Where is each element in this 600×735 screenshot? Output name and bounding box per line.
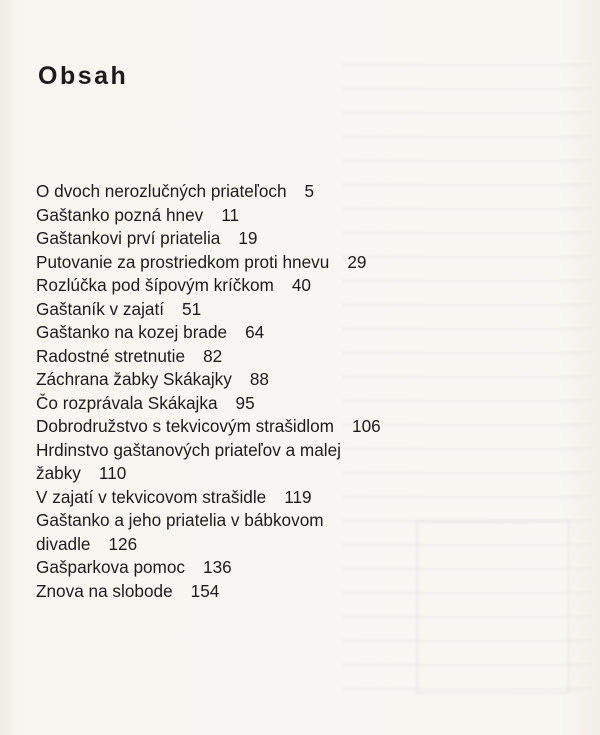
toc-entry-page: 19	[238, 228, 258, 248]
toc-entry-title: Dobrodružstvo s tekvicovým strašidlom	[36, 416, 335, 436]
toc-entry-page: 136	[203, 557, 232, 577]
toc-entry-title: Znova na slobode	[36, 580, 173, 601]
toc-entry	[22, 556, 381, 580]
show-through-illustration	[416, 520, 570, 694]
toc-entry	[22, 509, 381, 556]
toc-entry-title-continued	[36, 462, 381, 486]
toc-entry-page: 110	[98, 463, 127, 483]
toc-entry	[22, 251, 381, 275]
toc-entry	[22, 274, 381, 298]
toc-entry	[22, 204, 381, 228]
toc-entry-title: Gaštanko na kozej brade	[36, 322, 228, 342]
toc-entry-title-continued	[36, 533, 381, 557]
toc-entry-title: Záchrana žabky Skákajky	[36, 369, 232, 389]
toc-entry-title: Gaštaník v zajatí	[36, 298, 165, 319]
toc-entry-title: Gaštanko a jeho priatelia v bábkovom	[36, 510, 324, 530]
toc-entry-page: 11	[221, 204, 240, 225]
toc-entry	[22, 180, 381, 204]
toc-entry	[22, 415, 381, 439]
toc-entry-title: Čo rozprávala Skákajka	[36, 392, 218, 413]
toc-entry	[22, 439, 381, 486]
toc-entry-page: 106	[352, 416, 381, 436]
toc-entry-page: 64	[245, 322, 265, 342]
toc-entry-title-part2: žabky	[36, 463, 81, 483]
toc-entry	[22, 368, 381, 392]
toc-entry-title: Radostné stretnutie	[36, 345, 186, 366]
toc-entry	[22, 580, 381, 604]
toc-entry-title: O dvoch nerozlučných priateľoch	[36, 181, 287, 201]
toc-entry-title: Hrdinstvo gaštanových priateľov a malej	[36, 439, 341, 460]
toc-entry-title: V zajatí v tekvicovom strašidle	[36, 486, 267, 507]
toc-entry-page: 40	[291, 275, 311, 295]
toc-entry-title: Gaštankovi prví priatelia	[36, 228, 221, 248]
toc-entry	[22, 298, 381, 322]
toc-entry-page: 29	[347, 251, 367, 272]
toc-entry-title-part2: divadle	[36, 533, 91, 554]
toc-entry-page: 5	[304, 181, 315, 201]
toc-entry	[22, 486, 381, 510]
toc-entry-title: Gaštanko pozná hnev	[36, 204, 204, 225]
toc-entry-page: 51	[182, 298, 202, 319]
toc-entry-page: 95	[235, 392, 255, 413]
toc-entry-title: Rozlúčka pod šípovým kríčkom	[36, 275, 274, 295]
toc-entry-page: 119	[284, 486, 312, 507]
toc-entry	[22, 345, 381, 369]
toc-entry-page: 126	[108, 533, 138, 554]
table-of-contents	[22, 180, 381, 603]
toc-entry-page: 82	[203, 345, 223, 366]
toc-entry	[22, 392, 381, 416]
toc-entry-page: 154	[190, 580, 220, 601]
toc-entry	[22, 321, 381, 345]
toc-entry-title: Gašparkova pomoc	[36, 557, 186, 577]
toc-entry	[22, 227, 381, 251]
toc-entry-title: Putovanie za prostriedkom proti hnevu	[36, 251, 330, 272]
page-title: Obsah	[38, 62, 129, 90]
toc-entry-page: 88	[249, 369, 269, 389]
